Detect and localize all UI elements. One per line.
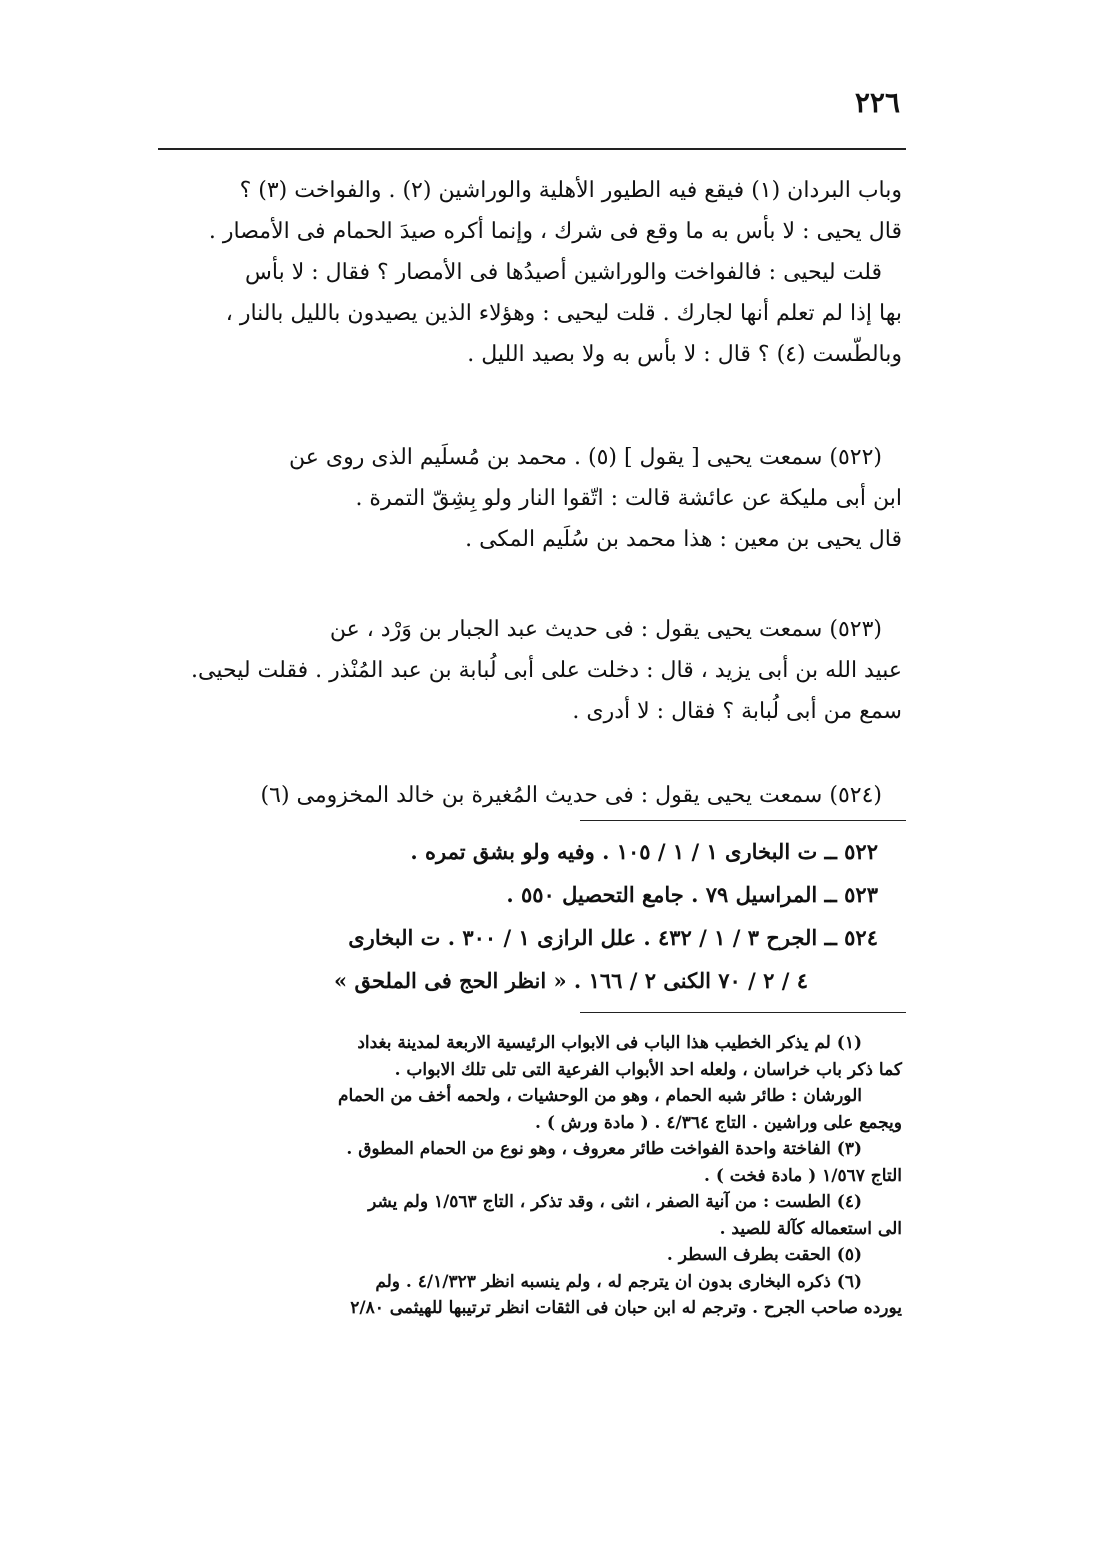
- footnote-line: (١) لم يذكر الخطيب هذا الباب فى الابواب الرئيسية الاربعة لمدينة بغداد: [357, 1033, 862, 1053]
- text-line: (٥٢٣) سمعت يحيى يقول : فى حديث عبد الجبار بن وَرْد ، عن: [329, 617, 882, 642]
- footnote-line: (٣) الفاختة واحدة الفواخت طائر معروف ، وهو نوع من الحمام المطوق .: [346, 1139, 862, 1159]
- references-block: [170, 830, 898, 1002]
- text-line: سمع من أبى لُبابة ؟ فقال : لا أدرى .: [572, 699, 902, 724]
- reference-line: ٥٢٣ ــ المراسيل ٧٩ . جامع التحصيل ٥٥٠ .: [506, 882, 878, 907]
- reference-line: ٤ / ٢ / ٧٠ الكنى ٢ / ١٦٦ . « انظر الحج فى الملحق »: [334, 968, 808, 993]
- header-rule: [158, 148, 906, 150]
- text-block-523: [160, 609, 902, 732]
- footnote-line: (٤) الطست : من آنية الصفر ، انثى ، وقد تذكر ، التاج ١/٥٦٣ ولم يشر: [368, 1192, 862, 1212]
- text-line: قال يحيى : لا بأس به ما وقع فى شرك ، وإنما أكره صيدَ الحمام فى الأمصار .: [208, 219, 902, 244]
- reference-line: ٥٢٢ ــ ت البخارى ١ / ١ / ١٠٥ . وفيه ولو بشق تمره .: [410, 839, 878, 864]
- text-line: عبيد الله بن أبى يزيد ، قال : دخلت على أبى لُبابة بن عبد المُنْذر . فقلت ليحيى.: [191, 658, 902, 683]
- text-block-intro: [160, 170, 902, 375]
- footnotes-rule: [580, 1012, 906, 1013]
- text-line: بها إذا لم تعلم أنها لجارك . قلت ليحيى : وهؤلاء الذين يصيدون بالليل بالنار ،: [225, 301, 902, 326]
- text-line: (٥٢٤) سمعت يحيى يقول : فى حديث المُغيرة بن خالد المخزومى (٦): [260, 783, 882, 808]
- footnote-line: (٦) ذكره البخارى بدون ان يترجم له ، ولم ينسبه انظر ٤/١/٣٢٣ . ولم: [375, 1271, 862, 1292]
- text-block-522: [160, 437, 902, 560]
- footnote-line: (٥) الحقت بطرف السطر .: [666, 1245, 862, 1265]
- text-line: وباب البردان (١) فيقع فيه الطيور الأهلية والوراشين (٢) . والفواخت (٣) ؟: [239, 178, 902, 203]
- footnote-line: الورشان : طائر شبه الحمام ، وهو من الوحشيات ، ولحمه أخف من الحمام: [338, 1086, 862, 1106]
- text-line: قال يحيى بن معين : هذا محمد بن سُلَيم المكى .: [465, 527, 902, 552]
- footnote-line: الى استعماله كآلة للصيد .: [719, 1218, 902, 1239]
- reference-line: ٥٢٤ ــ الجرح ٣ / ١ / ٤٣٢ . علل الرازى ١ / ٣٠٠ . ت البخارى: [348, 925, 878, 950]
- page-number: ٢٢٦: [854, 86, 900, 119]
- text-line: (٥٢٢) سمعت يحيى [ يقول ] (٥) . محمد بن مُسلَيم الذى روى عن: [289, 445, 882, 470]
- footnote-line: ويجمع على وراشين . التاج ٤/٣٦٤ . ( مادة ورش ) .: [535, 1112, 902, 1133]
- footnote-line: التاج ١/٥٦٧ ( مادة فخت ) .: [704, 1165, 902, 1186]
- references-rule: [580, 820, 906, 821]
- text-line: ابن أبى مليكة عن عائشة قالت : اتّقوا النار ولو بِشِقّ التمرة .: [355, 486, 902, 511]
- text-line: وبالطّست (٤) ؟ قال : لا بأس به ولا بصيد الليل .: [467, 342, 902, 367]
- text-block-524: [160, 775, 902, 816]
- footnote-line: يورده صاحب الجرح . وترجم له ابن حبان فى الثقات انظر ترتيبها للهيثمى ٢/٨٠: [350, 1298, 902, 1318]
- footnote-line: كما ذكر باب خراسان ، ولعله احد الأبواب الفرعية التى تلى تلك الابواب .: [394, 1059, 902, 1080]
- text-line: قلت ليحيى : فالفواخت والوراشين أصيدُها فى الأمصار ؟ فقال : لا بأس: [245, 260, 882, 285]
- footnotes-block: [160, 1030, 902, 1322]
